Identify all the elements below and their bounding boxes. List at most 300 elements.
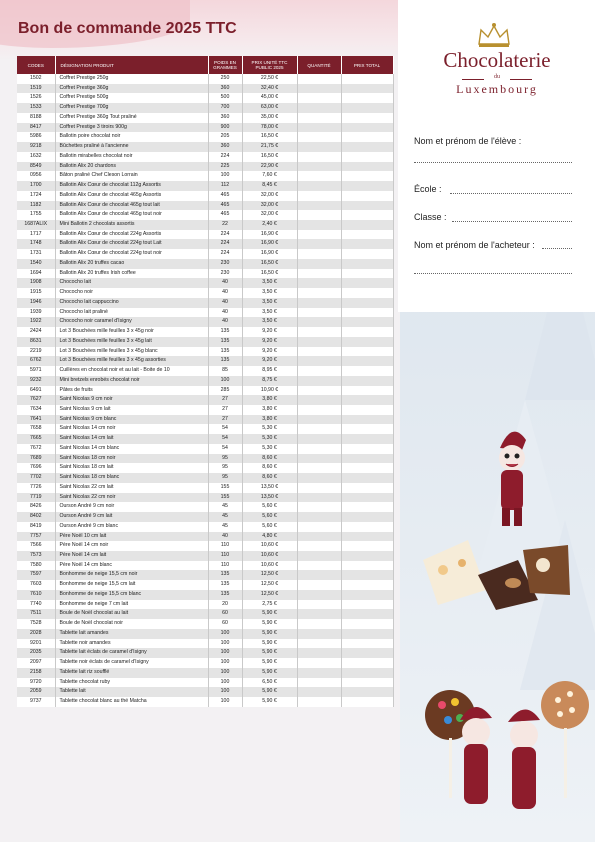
total-price-cell[interactable] bbox=[341, 386, 393, 396]
product-weight: 45 bbox=[208, 522, 242, 532]
table-row bbox=[17, 201, 393, 211]
product-description: Tablette lait bbox=[55, 687, 208, 697]
total-price-cell[interactable] bbox=[341, 123, 393, 133]
product-description: Tablette chocolat ruby bbox=[55, 678, 208, 688]
product-weight: 500 bbox=[208, 93, 242, 103]
total-price-cell[interactable] bbox=[341, 317, 393, 327]
product-code: 5986 bbox=[17, 132, 55, 142]
total-price-cell[interactable] bbox=[341, 84, 393, 94]
product-description: Chococho lait praliné bbox=[55, 308, 208, 318]
table-row bbox=[17, 405, 393, 415]
product-weight: 360 bbox=[208, 84, 242, 94]
quantity-cell[interactable] bbox=[297, 639, 341, 649]
total-price-cell[interactable] bbox=[341, 629, 393, 639]
quantity-cell[interactable] bbox=[297, 132, 341, 142]
total-price-cell[interactable] bbox=[341, 532, 393, 542]
product-weight: 54 bbox=[208, 444, 242, 454]
product-code: 7597 bbox=[17, 570, 55, 580]
quantity-cell[interactable] bbox=[297, 366, 341, 376]
product-description: Saint Nicolas 18 cm blanc bbox=[55, 473, 208, 483]
quantity-cell[interactable] bbox=[297, 269, 341, 279]
quantity-cell[interactable] bbox=[297, 103, 341, 113]
quantity-cell[interactable] bbox=[297, 493, 341, 503]
total-price-cell[interactable] bbox=[341, 463, 393, 473]
table-row bbox=[17, 609, 393, 619]
total-price-cell[interactable] bbox=[341, 648, 393, 658]
total-price-cell[interactable] bbox=[341, 210, 393, 220]
total-price-cell[interactable] bbox=[341, 687, 393, 697]
product-description: Ballotin Alix Cœur de chocolat 465g Assortis bbox=[55, 191, 208, 201]
header-description: DÉSIGNATION PRODUIT bbox=[55, 56, 208, 74]
quantity-cell[interactable] bbox=[297, 463, 341, 473]
total-price-cell[interactable] bbox=[341, 162, 393, 172]
product-description: Boule de Noël chocolat au lait bbox=[55, 609, 208, 619]
table-row bbox=[17, 230, 393, 240]
product-price: 2,40 € bbox=[242, 220, 297, 230]
order-table bbox=[17, 56, 394, 707]
quantity-cell[interactable] bbox=[297, 327, 341, 337]
logo-small-text: du bbox=[494, 74, 500, 80]
product-description: Lot 3 Bouchées mille feuilles 3 x 45g blanc bbox=[55, 347, 208, 357]
product-price: 10,90 € bbox=[242, 386, 297, 396]
quantity-cell[interactable] bbox=[297, 444, 341, 454]
product-price: 5,90 € bbox=[242, 687, 297, 697]
product-weight: 100 bbox=[208, 629, 242, 639]
product-price: 5,90 € bbox=[242, 609, 297, 619]
quantity-cell[interactable] bbox=[297, 541, 341, 551]
table-row bbox=[17, 532, 393, 542]
total-price-cell[interactable] bbox=[341, 473, 393, 483]
product-weight: 230 bbox=[208, 269, 242, 279]
product-description: Saint Nicolas 22 cm lait bbox=[55, 483, 208, 493]
product-code: 7573 bbox=[17, 551, 55, 561]
class-field[interactable] bbox=[452, 221, 572, 222]
product-description: Bâton praliné Chef Cleson Lorrain bbox=[55, 171, 208, 181]
product-code: 5971 bbox=[17, 366, 55, 376]
quantity-cell[interactable] bbox=[297, 278, 341, 288]
quantity-cell[interactable] bbox=[297, 678, 341, 688]
product-weight: 135 bbox=[208, 356, 242, 366]
quantity-cell[interactable] bbox=[297, 308, 341, 318]
table-row bbox=[17, 376, 393, 386]
product-price: 3,80 € bbox=[242, 405, 297, 415]
quantity-cell[interactable] bbox=[297, 210, 341, 220]
product-price: 32,00 € bbox=[242, 210, 297, 220]
product-code: 7672 bbox=[17, 444, 55, 454]
product-price: 8,60 € bbox=[242, 463, 297, 473]
product-description: Pâtes de fruits bbox=[55, 386, 208, 396]
total-price-cell[interactable] bbox=[341, 132, 393, 142]
total-price-cell[interactable] bbox=[341, 678, 393, 688]
quantity-cell[interactable] bbox=[297, 220, 341, 230]
product-weight: 100 bbox=[208, 376, 242, 386]
quantity-cell[interactable] bbox=[297, 162, 341, 172]
product-code: 7528 bbox=[17, 619, 55, 629]
buyer-name-label: Nom et prénom de l'acheteur : bbox=[414, 240, 535, 250]
product-price: 3,80 € bbox=[242, 415, 297, 425]
total-price-cell[interactable] bbox=[341, 249, 393, 259]
product-code: 6491 bbox=[17, 386, 55, 396]
product-weight: 45 bbox=[208, 512, 242, 522]
product-price: 63,00 € bbox=[242, 103, 297, 113]
product-description: Saint Nicolas 18 cm lait bbox=[55, 463, 208, 473]
product-price: 10,60 € bbox=[242, 551, 297, 561]
total-price-cell[interactable] bbox=[341, 668, 393, 678]
product-weight: 27 bbox=[208, 415, 242, 425]
quantity-cell[interactable] bbox=[297, 658, 341, 668]
product-description: Lot 3 Bouchées mille feuilles 3 x 45g noir bbox=[55, 327, 208, 337]
quantity-cell[interactable] bbox=[297, 356, 341, 366]
total-price-cell[interactable] bbox=[341, 454, 393, 464]
product-price: 45,00 € bbox=[242, 93, 297, 103]
product-weight: 465 bbox=[208, 201, 242, 211]
product-description: Saint Nicolas 9 cm noir bbox=[55, 395, 208, 405]
student-name-field[interactable] bbox=[414, 162, 572, 163]
quantity-cell[interactable] bbox=[297, 668, 341, 678]
quantity-cell[interactable] bbox=[297, 142, 341, 152]
buyer-name-field-line2[interactable] bbox=[414, 273, 572, 274]
product-code: 9201 bbox=[17, 639, 55, 649]
quantity-cell[interactable] bbox=[297, 84, 341, 94]
quantity-cell[interactable] bbox=[297, 249, 341, 259]
product-description: Père Noël 14 cm blanc bbox=[55, 561, 208, 571]
total-price-cell[interactable] bbox=[341, 337, 393, 347]
product-price: 12,50 € bbox=[242, 570, 297, 580]
product-description: Tablette lait éclats de caramel d'Isigny bbox=[55, 648, 208, 658]
quantity-cell[interactable] bbox=[297, 473, 341, 483]
total-price-cell[interactable] bbox=[341, 590, 393, 600]
product-weight: 100 bbox=[208, 697, 242, 707]
table-row bbox=[17, 483, 393, 493]
product-code: 1533 bbox=[17, 103, 55, 113]
product-weight: 135 bbox=[208, 590, 242, 600]
product-price: 16,50 € bbox=[242, 152, 297, 162]
table-row bbox=[17, 84, 393, 94]
quantity-cell[interactable] bbox=[297, 434, 341, 444]
table-row bbox=[17, 317, 393, 327]
page-title: Bon de commande 2025 TTC bbox=[18, 20, 237, 37]
total-price-cell[interactable] bbox=[341, 658, 393, 668]
product-price: 2,75 € bbox=[242, 600, 297, 610]
product-description: Ballotin Alix 20 truffes cacao bbox=[55, 259, 208, 269]
quantity-cell[interactable] bbox=[297, 230, 341, 240]
product-description: Coffret Prestige 250g bbox=[55, 74, 208, 84]
product-weight: 110 bbox=[208, 561, 242, 571]
quantity-cell[interactable] bbox=[297, 561, 341, 571]
quantity-cell[interactable] bbox=[297, 171, 341, 181]
total-price-cell[interactable] bbox=[341, 347, 393, 357]
quantity-cell[interactable] bbox=[297, 522, 341, 532]
buyer-name-field[interactable] bbox=[542, 248, 572, 249]
product-price: 6,50 € bbox=[242, 678, 297, 688]
product-price: 8,75 € bbox=[242, 376, 297, 386]
total-price-cell[interactable] bbox=[341, 74, 393, 84]
product-description: Ourson André 9 cm noir bbox=[55, 502, 208, 512]
product-price: 13,50 € bbox=[242, 483, 297, 493]
total-price-cell[interactable] bbox=[341, 366, 393, 376]
product-code: 7665 bbox=[17, 434, 55, 444]
total-price-cell[interactable] bbox=[341, 561, 393, 571]
table-row bbox=[17, 522, 393, 532]
product-weight: 22 bbox=[208, 220, 242, 230]
product-weight: 40 bbox=[208, 278, 242, 288]
quantity-cell[interactable] bbox=[297, 113, 341, 123]
quantity-cell[interactable] bbox=[297, 288, 341, 298]
total-price-cell[interactable] bbox=[341, 522, 393, 532]
total-price-cell[interactable] bbox=[341, 600, 393, 610]
product-price: 9,20 € bbox=[242, 347, 297, 357]
product-description: Ballotin mirabelles chocolat noir bbox=[55, 152, 208, 162]
total-price-cell[interactable] bbox=[341, 415, 393, 425]
quantity-cell[interactable] bbox=[297, 239, 341, 249]
quantity-cell[interactable] bbox=[297, 532, 341, 542]
total-price-cell[interactable] bbox=[341, 181, 393, 191]
header-code: CODES bbox=[17, 56, 55, 74]
product-description: Bonhomme de neige 7 cm lait bbox=[55, 600, 208, 610]
product-code: 1700 bbox=[17, 181, 55, 191]
product-weight: 360 bbox=[208, 142, 242, 152]
total-price-cell[interactable] bbox=[341, 395, 393, 405]
product-price: 5,90 € bbox=[242, 658, 297, 668]
quantity-cell[interactable] bbox=[297, 600, 341, 610]
product-weight: 224 bbox=[208, 230, 242, 240]
quantity-cell[interactable] bbox=[297, 74, 341, 84]
product-price: 32,40 € bbox=[242, 84, 297, 94]
total-price-cell[interactable] bbox=[341, 405, 393, 415]
product-code: 7580 bbox=[17, 561, 55, 571]
quantity-cell[interactable] bbox=[297, 570, 341, 580]
total-price-cell[interactable] bbox=[341, 639, 393, 649]
total-price-cell[interactable] bbox=[341, 93, 393, 103]
product-code: 9218 bbox=[17, 142, 55, 152]
total-price-cell[interactable] bbox=[341, 580, 393, 590]
quantity-cell[interactable] bbox=[297, 347, 341, 357]
total-price-cell[interactable] bbox=[341, 278, 393, 288]
product-code: 8549 bbox=[17, 162, 55, 172]
quantity-cell[interactable] bbox=[297, 181, 341, 191]
total-price-cell[interactable] bbox=[341, 512, 393, 522]
product-code: 7610 bbox=[17, 590, 55, 600]
product-description: Tablette chocolat blanc au thé Matcha bbox=[55, 697, 208, 707]
total-price-cell[interactable] bbox=[341, 541, 393, 551]
total-price-cell[interactable] bbox=[341, 230, 393, 240]
table-row bbox=[17, 697, 393, 707]
product-price: 9,20 € bbox=[242, 337, 297, 347]
product-price: 3,80 € bbox=[242, 395, 297, 405]
product-description: Ourson André 9 cm lait bbox=[55, 512, 208, 522]
table-row bbox=[17, 454, 393, 464]
chocolaterie-logo bbox=[432, 22, 562, 100]
product-weight: 155 bbox=[208, 483, 242, 493]
product-code: 9737 bbox=[17, 697, 55, 707]
quantity-cell[interactable] bbox=[297, 483, 341, 493]
product-price: 16,90 € bbox=[242, 239, 297, 249]
table-row bbox=[17, 678, 393, 688]
total-price-cell[interactable] bbox=[341, 308, 393, 318]
product-description: Coffret Prestige 360g bbox=[55, 84, 208, 94]
quantity-cell[interactable] bbox=[297, 386, 341, 396]
quantity-cell[interactable] bbox=[297, 629, 341, 639]
table-row bbox=[17, 142, 393, 152]
total-price-cell[interactable] bbox=[341, 444, 393, 454]
quantity-cell[interactable] bbox=[297, 405, 341, 415]
total-price-cell[interactable] bbox=[341, 191, 393, 201]
quantity-cell[interactable] bbox=[297, 191, 341, 201]
product-price: 3,50 € bbox=[242, 317, 297, 327]
product-description: Ourson André 9 cm blanc bbox=[55, 522, 208, 532]
total-price-cell[interactable] bbox=[341, 239, 393, 249]
product-code: 7566 bbox=[17, 541, 55, 551]
total-price-cell[interactable] bbox=[341, 493, 393, 503]
product-code: 1717 bbox=[17, 230, 55, 240]
product-weight: 100 bbox=[208, 668, 242, 678]
quantity-cell[interactable] bbox=[297, 201, 341, 211]
product-price: 22,90 € bbox=[242, 162, 297, 172]
total-price-cell[interactable] bbox=[341, 259, 393, 269]
table-row bbox=[17, 570, 393, 580]
table-row bbox=[17, 288, 393, 298]
quantity-cell[interactable] bbox=[297, 376, 341, 386]
header-price: PRIX UNITÉ TTC PUBLIC 2025 bbox=[242, 56, 297, 74]
product-code: 1731 bbox=[17, 249, 55, 259]
table-row bbox=[17, 415, 393, 425]
product-price: 5,90 € bbox=[242, 619, 297, 629]
product-description: Père Noël 14 cm lait bbox=[55, 551, 208, 561]
total-price-cell[interactable] bbox=[341, 298, 393, 308]
table-row bbox=[17, 658, 393, 668]
header-total: PRIX TOTAL bbox=[341, 56, 393, 74]
product-description: Tablette noir amandes bbox=[55, 639, 208, 649]
product-price: 35,00 € bbox=[242, 113, 297, 123]
quantity-cell[interactable] bbox=[297, 298, 341, 308]
quantity-cell[interactable] bbox=[297, 152, 341, 162]
quantity-cell[interactable] bbox=[297, 687, 341, 697]
quantity-cell[interactable] bbox=[297, 317, 341, 327]
total-price-cell[interactable] bbox=[341, 424, 393, 434]
class-label: Classe : bbox=[414, 212, 447, 222]
product-price: 4,80 € bbox=[242, 532, 297, 542]
product-weight: 250 bbox=[208, 74, 242, 84]
total-price-cell[interactable] bbox=[341, 483, 393, 493]
product-description: Bûchettes praliné à l'ancienne bbox=[55, 142, 208, 152]
table-row bbox=[17, 386, 393, 396]
product-code: 2158 bbox=[17, 668, 55, 678]
product-price: 5,90 € bbox=[242, 648, 297, 658]
table-row bbox=[17, 259, 393, 269]
table-row bbox=[17, 210, 393, 220]
product-description: Chococho noir bbox=[55, 288, 208, 298]
quantity-cell[interactable] bbox=[297, 415, 341, 425]
total-price-cell[interactable] bbox=[341, 201, 393, 211]
product-weight: 230 bbox=[208, 259, 242, 269]
table-row bbox=[17, 639, 393, 649]
product-weight: 40 bbox=[208, 308, 242, 318]
total-price-cell[interactable] bbox=[341, 288, 393, 298]
total-price-cell[interactable] bbox=[341, 142, 393, 152]
quantity-cell[interactable] bbox=[297, 395, 341, 405]
product-code: 1687ALIX bbox=[17, 220, 55, 230]
product-price: 8,95 € bbox=[242, 366, 297, 376]
quantity-cell[interactable] bbox=[297, 648, 341, 658]
product-weight: 205 bbox=[208, 132, 242, 142]
product-code: 7511 bbox=[17, 609, 55, 619]
total-price-cell[interactable] bbox=[341, 220, 393, 230]
product-price: 32,00 € bbox=[242, 191, 297, 201]
total-price-cell[interactable] bbox=[341, 502, 393, 512]
table-row bbox=[17, 629, 393, 639]
quantity-cell[interactable] bbox=[297, 697, 341, 707]
total-price-cell[interactable] bbox=[341, 356, 393, 366]
table-row bbox=[17, 668, 393, 678]
product-code: 1755 bbox=[17, 210, 55, 220]
total-price-cell[interactable] bbox=[341, 152, 393, 162]
product-price: 9,20 € bbox=[242, 327, 297, 337]
total-price-cell[interactable] bbox=[341, 697, 393, 707]
product-price: 5,60 € bbox=[242, 502, 297, 512]
product-description: Père Noël 10 cm lait bbox=[55, 532, 208, 542]
product-price: 5,60 € bbox=[242, 512, 297, 522]
total-price-cell[interactable] bbox=[341, 619, 393, 629]
quantity-cell[interactable] bbox=[297, 123, 341, 133]
quantity-cell[interactable] bbox=[297, 259, 341, 269]
total-price-cell[interactable] bbox=[341, 269, 393, 279]
product-description: Lot 3 Bouchées mille feuilles 3 x 45g lait bbox=[55, 337, 208, 347]
total-price-cell[interactable] bbox=[341, 327, 393, 337]
product-code: 2097 bbox=[17, 658, 55, 668]
school-field[interactable] bbox=[450, 193, 572, 194]
product-weight: 60 bbox=[208, 609, 242, 619]
product-code: 1724 bbox=[17, 191, 55, 201]
quantity-cell[interactable] bbox=[297, 512, 341, 522]
product-weight: 155 bbox=[208, 493, 242, 503]
total-price-cell[interactable] bbox=[341, 609, 393, 619]
quantity-cell[interactable] bbox=[297, 609, 341, 619]
quantity-cell[interactable] bbox=[297, 580, 341, 590]
product-description: Saint Nicolas 22 cm noir bbox=[55, 493, 208, 503]
product-code: 2035 bbox=[17, 648, 55, 658]
product-description: Ballotin Alix Cœur de chocolat 224g tout Lait bbox=[55, 239, 208, 249]
total-price-cell[interactable] bbox=[341, 434, 393, 444]
product-description: Saint Nicolas 9 cm lait bbox=[55, 405, 208, 415]
product-description: Coffret Prestige 700g bbox=[55, 103, 208, 113]
quantity-cell[interactable] bbox=[297, 337, 341, 347]
quantity-cell[interactable] bbox=[297, 551, 341, 561]
quantity-cell[interactable] bbox=[297, 590, 341, 600]
product-description: Ballotin Alix 20 chardons bbox=[55, 162, 208, 172]
quantity-cell[interactable] bbox=[297, 93, 341, 103]
product-code: 7634 bbox=[17, 405, 55, 415]
product-code: 1694 bbox=[17, 269, 55, 279]
product-description: Cuillères en chocolat noir et au lait - Boite de 10 bbox=[55, 366, 208, 376]
quantity-cell[interactable] bbox=[297, 424, 341, 434]
quantity-cell[interactable] bbox=[297, 454, 341, 464]
product-code: 1632 bbox=[17, 152, 55, 162]
total-price-cell[interactable] bbox=[341, 570, 393, 580]
product-weight: 54 bbox=[208, 424, 242, 434]
product-price: 3,50 € bbox=[242, 308, 297, 318]
quantity-cell[interactable] bbox=[297, 619, 341, 629]
total-price-cell[interactable] bbox=[341, 551, 393, 561]
total-price-cell[interactable] bbox=[341, 376, 393, 386]
table-row bbox=[17, 278, 393, 288]
total-price-cell[interactable] bbox=[341, 103, 393, 113]
product-code: 9720 bbox=[17, 678, 55, 688]
total-price-cell[interactable] bbox=[341, 113, 393, 123]
product-code: 9232 bbox=[17, 376, 55, 386]
total-price-cell[interactable] bbox=[341, 171, 393, 181]
product-weight: 224 bbox=[208, 249, 242, 259]
quantity-cell[interactable] bbox=[297, 502, 341, 512]
